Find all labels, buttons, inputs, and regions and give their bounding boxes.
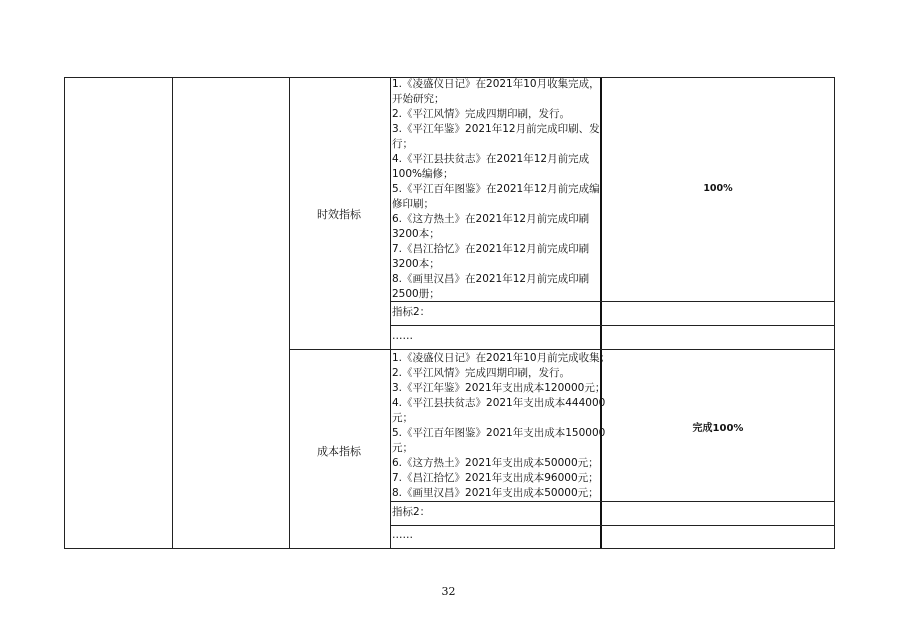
- table-row-divider: [289, 349, 835, 350]
- table-column-divider: [172, 77, 173, 549]
- indicator-line: 元；: [392, 442, 413, 454]
- indicator-line: 8.《画里汉昌》2021年支出成本50000元；: [392, 487, 599, 499]
- indicator-line: 5.《平江百年图鉴》2021年支出成本150000: [392, 427, 606, 439]
- timeliness-indicator-text: [392, 77, 600, 302]
- indicator-line: 3200本；: [392, 258, 440, 270]
- table-column-divider: [289, 77, 290, 549]
- table-border-right: [834, 77, 835, 549]
- table-row-divider: [390, 325, 835, 326]
- timeliness-value: 100%: [703, 183, 733, 194]
- indicator-line: 1.《凌盛仪日记》在2021年10月收集完成，: [392, 78, 600, 90]
- timeliness-row2-label: 指标2：: [392, 306, 431, 318]
- indicator-line: 元；: [392, 412, 413, 424]
- indicator-line: 开始研究；: [392, 93, 445, 105]
- indicator-line: 修印刷；: [392, 198, 434, 210]
- cost-row2-label: 指标2：: [392, 506, 431, 518]
- table-row-divider: [390, 525, 835, 526]
- indicator-line: 4.《平江县扶贫志》2021年支出成本444000: [392, 397, 606, 409]
- indicator-line: 8.《画里汉昌》在2021年12月前完成印刷: [392, 273, 590, 285]
- indicator-line: 2.《平江风情》完成四期印刷，发行。: [392, 108, 571, 120]
- indicator-line: 行；: [392, 138, 413, 150]
- cost-row3-label: ……: [392, 529, 413, 541]
- indicator-line: 6.《这方热土》在2021年12月前完成印刷: [392, 213, 590, 225]
- indicator-line: 6.《这方热土》2021年支出成本50000元；: [392, 457, 599, 469]
- indicator-line: 7.《昌江拾忆》2021年支出成本96000元；: [392, 472, 599, 484]
- cost-indicator-text: [392, 351, 610, 501]
- table-border-left: [64, 77, 65, 549]
- indicator-line: 2.《平江风情》完成四期印刷，发行。: [392, 367, 571, 379]
- indicator-line: 4.《平江县扶贫志》在2021年12月前完成: [392, 153, 590, 165]
- indicator-line: 5.《平江百年图鉴》在2021年12月前完成编: [392, 183, 600, 195]
- indicator-line: 1.《凌盛仪日记》在2021年10月前完成收集；: [392, 352, 611, 364]
- indicator-line: 2500册；: [392, 288, 440, 300]
- indicator-line: 3.《平江年鉴》2021年12月前完成印刷、发: [392, 123, 600, 135]
- timeliness-row3-label: ……: [392, 330, 413, 342]
- indicator-line: 100%编修；: [392, 168, 454, 180]
- indicator-line: 3200本；: [392, 228, 440, 240]
- cost-value: 完成100%: [692, 423, 744, 434]
- table-column-divider: [390, 77, 391, 549]
- indicator-line: 7.《昌江拾忆》在2021年12月前完成印刷: [392, 243, 590, 255]
- category-timeliness-label: 时效指标: [317, 208, 361, 221]
- category-cost-label: 成本指标: [317, 445, 361, 458]
- table-row-divider: [390, 501, 835, 502]
- page-number: 32: [441, 585, 456, 598]
- indicator-line: 3.《平江年鉴》2021年支出成本120000元；: [392, 382, 606, 394]
- table-border-bottom: [64, 548, 835, 549]
